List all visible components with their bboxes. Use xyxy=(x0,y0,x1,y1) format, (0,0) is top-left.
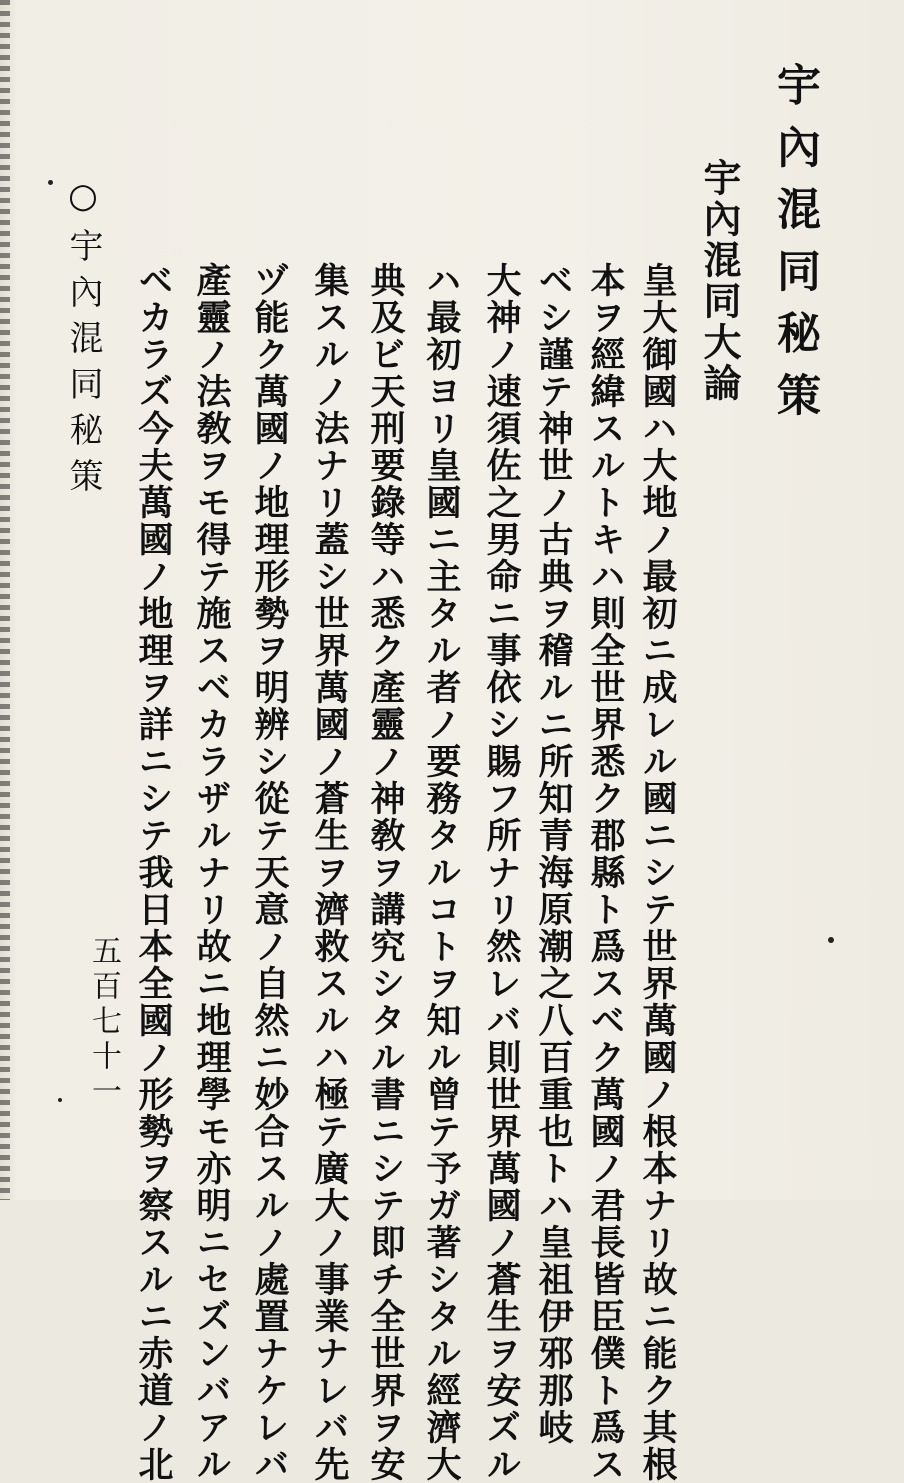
print-speck xyxy=(48,180,53,185)
body-line: ヅ能ク萬國ノ地理形勢ヲ明辨シ從テ天意ノ自然ニ妙合スルノ處置ナケレバ xyxy=(249,262,290,1483)
body-line: ベシ謹テ神世ノ古典ヲ稽ルニ所知青海原潮之八百重也トハ皇祖伊邪那岐 xyxy=(533,262,574,1446)
main-title: 宇內混同秘策 xyxy=(769,62,820,434)
section-title: 宇內混同大論 xyxy=(697,158,742,404)
body-line: 典及ビ天刑要錄等ハ悉ク產靈ノ神敎ヲ講究シタル書ニシテ即チ全世界ヲ安 xyxy=(365,262,406,1483)
body-line: 產靈ノ法敎ヲモ得テ施スベカラザルナリ故ニ地理學モ亦明ニセズンバアル xyxy=(191,262,232,1483)
body-line: ベカラズ今夫萬國ノ地理ヲ詳ニシテ我日本全國ノ形勢ヲ察スルニ赤道ノ北 xyxy=(133,262,174,1483)
body-line: 皇大御國ハ大地ノ最初ニ成レル國ニシテ世界萬國ノ根本ナリ故ニ能ク其根 xyxy=(637,262,678,1483)
side-title: ○宇內混同秘策 xyxy=(63,176,103,504)
body-line: ハ最初ヨリ皇國ニ主タル者ノ要務タルコトヲ知ル曾テ予ガ著シタル經濟大 xyxy=(421,262,462,1483)
body-line: 本ヲ經緯スルトキハ則全世界悉ク郡縣ト爲スベク萬國ノ君長皆臣僕ト爲ス xyxy=(585,262,626,1483)
page-number: 五百七十一 xyxy=(86,935,121,1110)
binding-gutter xyxy=(0,0,10,1200)
body-line: 大神ノ速須佐之男命ニ事依シ賜フ所ナリ然レバ則世界萬國ノ蒼生ヲ安ズル xyxy=(481,262,522,1483)
body-line: 集スルノ法ナリ蓋シ世界萬國ノ蒼生ヲ濟救スルハ極テ廣大ノ事業ナレバ先 xyxy=(309,262,350,1483)
print-speck xyxy=(828,937,834,943)
print-speck xyxy=(58,1098,62,1102)
